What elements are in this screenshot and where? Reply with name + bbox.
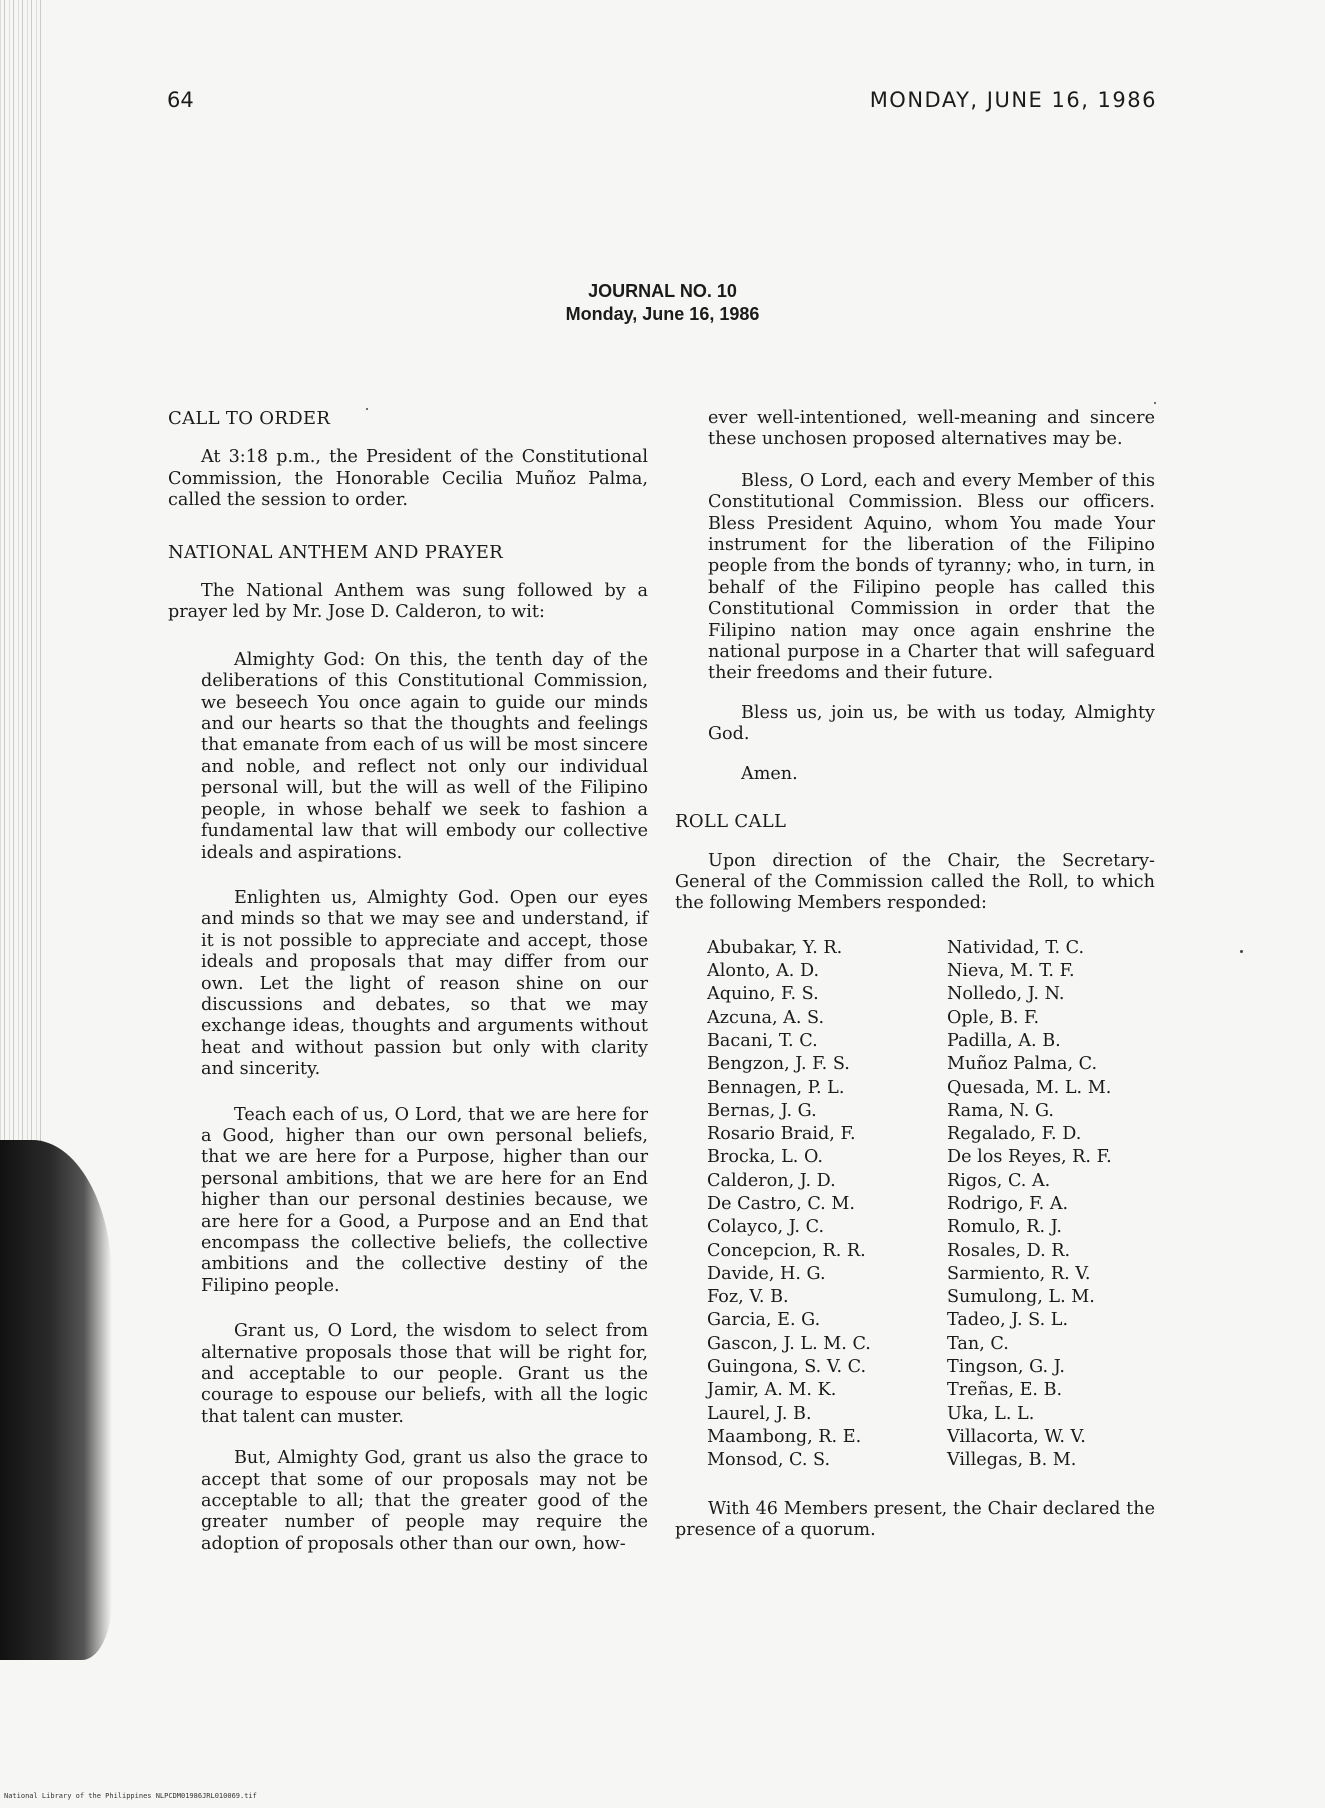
roll-member: Nieva, M. T. F. xyxy=(947,961,1075,982)
running-head-date: MONDAY, JUNE 16, 1986 xyxy=(869,88,1157,112)
roll-member: Nolledo, J. N. xyxy=(947,984,1065,1005)
roll-member: Laurel, J. B. xyxy=(707,1403,812,1424)
roll-member: Muñoz Palma, C. xyxy=(947,1054,1098,1075)
prayer-paragraph-5: But, Almighty God, grant us also the grace to accept that some of our proposals may not be acceptable to all; that the greater good of the greater number of people may require the adoption of proposals other than our own, how- xyxy=(201,1448,648,1554)
roll-member: Davide, H. G. xyxy=(707,1263,826,1284)
journal-number: JOURNAL NO. 10 xyxy=(588,281,737,301)
roll-member: Quesada, M. L. M. xyxy=(947,1077,1112,1098)
roll-member: Sarmiento, R. V. xyxy=(947,1263,1091,1284)
roll-member: Rosales, D. R. xyxy=(947,1240,1071,1261)
journal-title xyxy=(0,280,1325,326)
anthem-text: The National Anthem was sung followed by a prayer led by Mr. Jose D. Calderon, to wit: xyxy=(168,581,648,623)
prayer-paragraph-3: Teach each of us, O Lord, that we are here for a Good, higher than our own personal beliefs, that we are here for a Purpose, higher than our personal ambitions, that we are here for an End higher than our personal destinies because, we are here for a Good, a Purpose and an End that encompass the collective beliefs, the collective ambitions and the collective destiny of the Filipino people. xyxy=(201,1104,648,1296)
roll-member: Ople, B. F. xyxy=(947,1007,1040,1028)
roll-member: Uka, L. L. xyxy=(947,1403,1035,1424)
scan-footer: National Library of the Philippines NLPCDM01986JRL010069.tif xyxy=(4,1792,257,1800)
anthem-heading: NATIONAL ANTHEM AND PRAYER xyxy=(168,541,504,563)
roll-member: De los Reyes, R. F. xyxy=(947,1147,1112,1168)
roll-member: Colayco, J. C. xyxy=(707,1217,825,1238)
prayer-paragraph-7: Bless us, join us, be with us today, Almighty God. xyxy=(708,702,1155,745)
roll-member: Tan, C. xyxy=(947,1333,1009,1354)
left-column xyxy=(168,408,648,1571)
roll-column-2 xyxy=(947,937,1112,1473)
roll-member: Rama, N. G. xyxy=(947,1100,1054,1121)
roll-member: Bengzon, J. F. S. xyxy=(707,1054,850,1075)
roll-member: Rigos, C. A. xyxy=(947,1170,1051,1191)
roll-member: Abubakar, Y. R. xyxy=(707,937,843,958)
prayer-paragraph-2: Enlighten us, Almighty God. Open our eyes and minds so that we may see and understand, if it is not possible to appreciate and accept, those ideals and proposals that may differ from our own. Let the light of reason shine on our discussions and debates, so that we may exchange ideas, thoughts and arguments without heat and without passion but only with clarity and sincerity. xyxy=(201,887,648,1080)
roll-call-text: Upon direction of the Chair, the Secretary-General of the Commission called the Roll, to which the following Members responded: xyxy=(675,850,1155,914)
roll-member: Bacani, T. C. xyxy=(707,1030,818,1051)
right-column xyxy=(675,408,1155,1557)
roll-member: Villegas, B. M. xyxy=(947,1450,1077,1471)
journal-date: Monday, June 16, 1986 xyxy=(565,304,760,324)
scan-speck xyxy=(1154,402,1156,404)
roll-member: Bernas, J. G. xyxy=(707,1100,817,1121)
prayer-paragraph-1: Almighty God: On this, the tenth day of the deliberations of this Constitutional Commission, we beseech You once again to guide our minds and our hearts so that the thoughts and feelings that emanate from each of us will be most sincere and noble, and reflect not only our individual personal will, but the will as well of the Filipino people, in whose behalf we seek to fashion a fundamental law that will embody our collective ideals and aspirations. xyxy=(201,649,648,863)
prayer-paragraph-4: Grant us, O Lord, the wisdom to select from alternative proposals those that will be right for, and acceptable to our people. Grant us the courage to espouse our beliefs, with all the logic that talent can muster. xyxy=(201,1321,648,1427)
roll-member: Rosario Braid, F. xyxy=(707,1124,856,1145)
call-to-order-text: At 3:18 p.m., the President of the Constitutional Commission, the Honorable Cecilia Muñoz Palma, called the session to order. xyxy=(168,447,648,511)
roll-call-list xyxy=(707,937,1155,1473)
roll-member: Sumulong, L. M. xyxy=(947,1287,1095,1308)
roll-member: Maambong, R. E. xyxy=(707,1426,862,1447)
roll-call-heading: ROLL CALL xyxy=(675,811,787,833)
prayer-amen: Amen. xyxy=(741,763,798,784)
prayer-paragraph-5-continued: ever well-intentioned, well-meaning and sincere these unchosen proposed alternatives may be. xyxy=(708,408,1155,450)
scan-speck xyxy=(366,408,368,410)
roll-member: Padilla, A. B. xyxy=(947,1030,1061,1051)
prayer-paragraph-6: Bless, O Lord, each and every Member of this Constitutional Commission. Bless our officers. Bless President Aquino, whom You made Your instrument for the liberation of the Filipino people from the bonds of tyranny; who, in turn, in behalf of the Filipino people has called this Constitutional Commission in order that the Filipino nation may once again enshrine the national purpose in a Charter that will safeguard their freedoms and their future. xyxy=(708,470,1155,684)
roll-member: Azcuna, A. S. xyxy=(707,1007,825,1028)
roll-member: Natividad, T. C. xyxy=(947,937,1085,958)
roll-member: Foz, V. B. xyxy=(707,1287,789,1308)
roll-member: Guingona, S. V. C. xyxy=(707,1357,867,1378)
scan-speck xyxy=(1240,950,1243,953)
roll-member: Monsod, C. S. xyxy=(707,1450,831,1471)
roll-member: Alonto, A. D. xyxy=(707,961,820,982)
roll-member: Calderon, J. D. xyxy=(707,1170,836,1191)
roll-member: Treñas, E. B. xyxy=(947,1380,1063,1401)
roll-member: Villacorta, W. V. xyxy=(947,1426,1086,1447)
roll-member: Jamir, A. M. K. xyxy=(707,1380,837,1401)
roll-member: Gascon, J. L. M. C. xyxy=(707,1333,871,1354)
roll-member: Aquino, F. S. xyxy=(707,984,819,1005)
roll-member: Rodrigo, F. A. xyxy=(947,1193,1069,1214)
scan-thumb-shadow xyxy=(0,1140,112,1660)
roll-member: Regalado, F. D. xyxy=(947,1124,1082,1145)
roll-member: Garcia, E. G. xyxy=(707,1310,821,1331)
roll-member: Bennagen, P. L. xyxy=(707,1077,845,1098)
call-to-order-heading: CALL TO ORDER xyxy=(168,408,331,429)
roll-member: Tadeo, J. S. L. xyxy=(947,1310,1069,1331)
roll-member: De Castro, C. M. xyxy=(707,1193,855,1214)
page-number: 64 xyxy=(167,88,194,112)
quorum-statement: With 46 Members present, the Chair declared the presence of a quorum. xyxy=(675,1498,1155,1540)
roll-member: Romulo, R. J. xyxy=(947,1217,1062,1238)
roll-member: Tingson, G. J. xyxy=(947,1357,1065,1378)
roll-member: Brocka, L. O. xyxy=(707,1147,823,1168)
roll-column-1 xyxy=(707,937,947,1473)
roll-member: Concepcion, R. R. xyxy=(707,1240,866,1261)
